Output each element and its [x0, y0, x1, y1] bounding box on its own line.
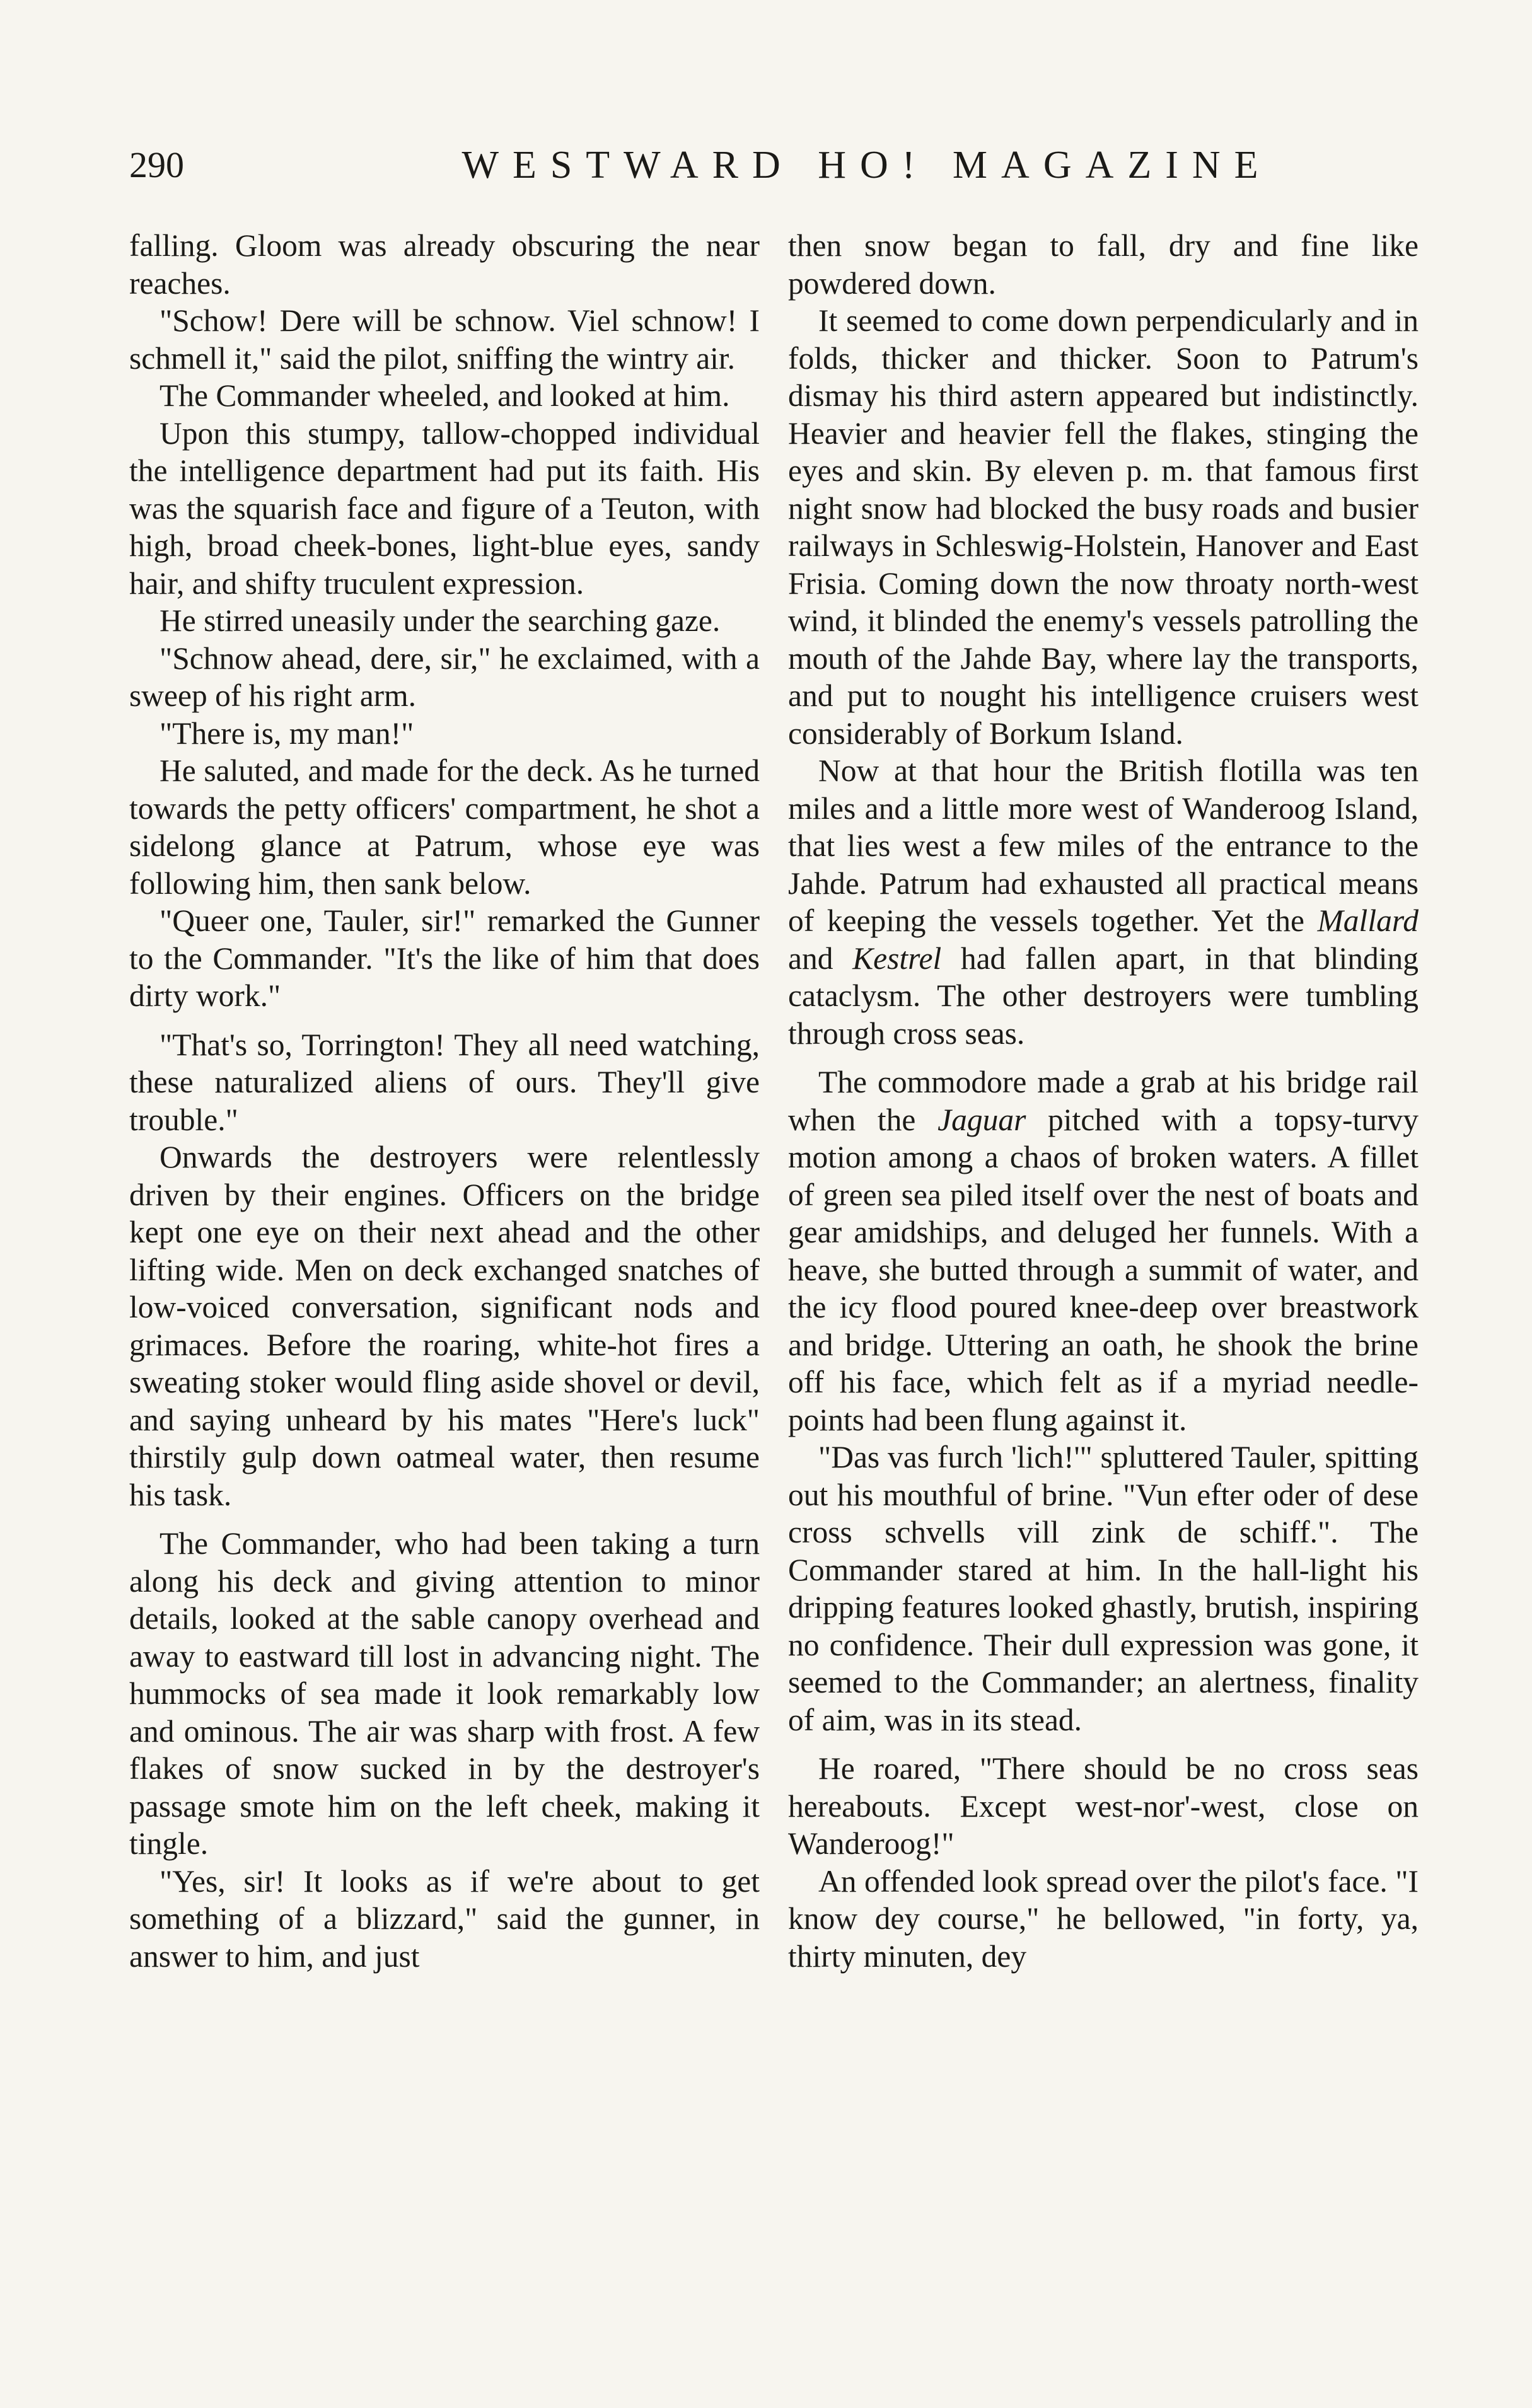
paragraph-text: The commodore made a grab at his bridge rail when the	[788, 1065, 1419, 1137]
paragraph: He saluted, and made for the deck. As he turned towards the petty officers' compartment, he shot a sidelong glance at Patrum, whose eye was following him, then sank below.	[129, 753, 760, 901]
paragraph: "There is, my man!"	[160, 715, 414, 751]
page-header	[129, 140, 1415, 190]
paragraph: "Schow! Dere will be schnow. Viel schnow! I schmell it," said the pilot, sniffing the wintry air.	[129, 303, 760, 376]
paragraph-text: and	[788, 941, 833, 976]
paragraph: He stirred uneasily under the searching gaze.	[160, 603, 721, 638]
paragraph: The Commander wheeled, and looked at him.	[160, 378, 730, 413]
paragraph: An offended look spread over the pilot's face. "I know dey course," he bellowed, "in forty, ya, thirty minuten, dey	[788, 1863, 1419, 1974]
paragraph: He roared, "There should be no cross seas hereabouts. Except west-nor'-west, close on Wanderoog!"	[788, 1751, 1419, 1861]
paragraph: "Das vas furch 'lich!'" spluttered Tauler, spitting out his mouthful of brine. "Vun efter oder of dese cross schvells vill zink de schiff.". The Commander stared at him. In the hall-light his dripping features looked ghastly, brutish, inspiring no confidence. Their dull expression was gone, it seemed to the Commander; an alertness, finality of aim, was in its stead.	[788, 1440, 1419, 1737]
paragraph: The Commander, who had been taking a turn along his deck and giving attention to minor details, looked at the sable canopy overhead and away to eastward till lost in advancing night. The hummocks of sea made it look remarkably low and ominous. The air was sharp with frost. A few flakes of snow sucked in by the destroyer's passage smote him on the left cheek, making it tingle.	[129, 1526, 760, 1861]
paragraph: then snow began to fall, dry and fine like powdered down.	[788, 228, 1419, 301]
ship-name: Kestrel	[852, 941, 942, 976]
paragraph: "Yes, sir! It looks as if we're about to get something of a blizzard," said the gunner, in answer to him, and just	[129, 1863, 760, 1974]
ship-name: Mallard	[1317, 903, 1419, 938]
paragraph	[788, 752, 1419, 1052]
page-number: 290	[129, 144, 184, 185]
paragraph: It seemed to come down perpendicularly and in folds, thicker and thicker. Soon to Patrum's dismay his third astern appeared but indistinctly. Heavier and heavier fell the flakes, stinging the eyes and skin. By eleven p. m. that famous first night snow had blocked the busy roads and busier railways in Schleswig-Holstein, Hanover and East Frisia. Coming down the now throaty north-west wind, it blinded the enemy's vessels patrolling the mouth of the Jahde Bay, where lay the transports, and put to nought his intelligence cruisers west considerably of Borkum Island.	[788, 303, 1419, 751]
paragraph: Onwards the destroyers were relentlessly driven by their engines. Officers on the bridge kept one eye on their next ahead and the other lifting wide. Men on deck exchanged snatches of low-voiced conversation, significant nods and grimaces. Before the roaring, white-hot fires a sweating stoker would fling aside shovel or devil, and saying unheard by his mates "Here's luck" thirstily gulp down oatmeal water, then resume his task.	[129, 1140, 760, 1512]
paragraph-text: pitched with a topsy-turvy motion among a chaos of broken waters. A fillet of green sea piled itself over the nest of boats and gear amidships, and deluged her funnels. With a heave, she butted through a summit of water, and the icy flood poured knee-deep over breastwork and bridge. Uttering an oath, he shook the brine off his face, which felt as if a myriad needle-points had been flung against it.	[788, 1102, 1419, 1437]
paragraph-text: had fallen apart, in that blinding cataclysm. The other destroyers were tumbling through cross seas.	[788, 941, 1419, 1051]
running-title: WESTWARD HO! MAGAZINE	[461, 144, 1272, 187]
paragraph: "Schnow ahead, dere, sir," he exclaimed, with a sweep of his right arm.	[129, 640, 760, 713]
paragraph	[788, 1063, 1419, 1438]
paragraph: Upon this stumpy, tallow-chopped individual the intelligence department had put its faith. His was the squarish face and figure of a Teuton, with high, broad cheek-bones, light-blue eyes, sandy hair, and shifty truculent expression.	[129, 415, 760, 601]
ship-name: Jaguar	[937, 1102, 1026, 1137]
right-column	[788, 227, 1419, 1975]
paragraph-text: Now at that hour the British flotilla was ten miles and a little more west of Wanderoog Island, that lies west a few miles of the entrance to the Jahde. Patrum had exhausted all practical means of keeping the vessels together. Yet the	[788, 753, 1419, 938]
paragraph: "That's so, Torrington! They all need watching, these naturalized aliens of ours. They'll give trouble."	[129, 1027, 760, 1137]
left-column	[129, 227, 760, 1975]
paragraph: "Queer one, Tauler, sir!" remarked the Gunner to the Commander. "It's the like of him that does dirty work."	[129, 903, 760, 1013]
paragraph: falling. Gloom was already obscuring the near reaches.	[129, 228, 760, 301]
